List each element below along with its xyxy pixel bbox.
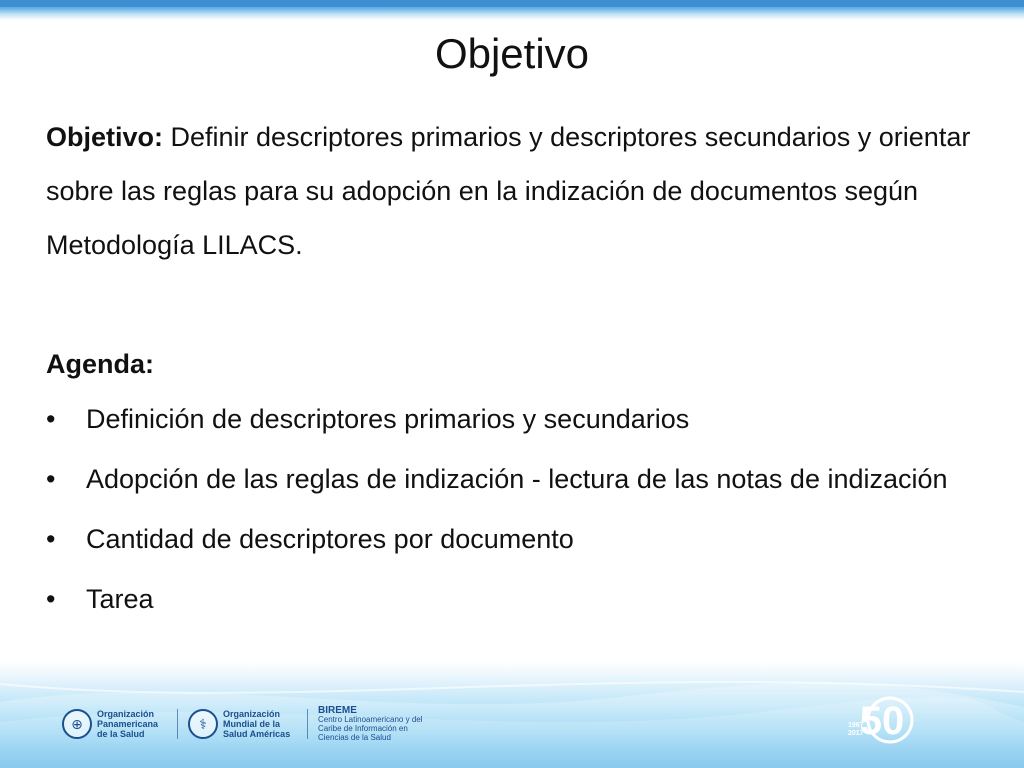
bireme-description: Centro Latinoamericano y del Caribe de Información en Ciencias de la Salud (318, 715, 423, 742)
slide-content (46, 110, 986, 632)
oms-logo-text: Organización Mundial de la Salud Américas (223, 709, 291, 739)
bullet-icon: • (46, 584, 56, 614)
anniversary-years: 1967 2017 (848, 722, 864, 737)
agenda-item (46, 572, 986, 626)
agenda-item-text: Definición de descriptores primarios y secundarios (86, 404, 690, 434)
logo-divider (307, 709, 308, 739)
agenda-item (46, 392, 986, 446)
bullet-icon: • (46, 464, 56, 494)
agenda-item-text: Tarea (86, 584, 154, 614)
agenda-item-text: Adopción de las reglas de indización - lectura de las notas de indización (86, 464, 948, 494)
logo-divider (177, 709, 178, 739)
anniversary-number: 50 (859, 699, 905, 743)
bullet-icon: • (46, 524, 56, 554)
agenda-item (46, 512, 986, 566)
who-emblem-icon: ⚕ (188, 709, 218, 739)
top-accent-bar (0, 0, 1024, 20)
objective-text: Definir descriptores primarios y descriptores secundarios y orientar sobre las reglas para su adopción en la indización de documentos según Metodología LILACS. (46, 122, 971, 260)
footer-logos (62, 704, 428, 744)
agenda-heading: Agenda: (46, 349, 154, 379)
agenda-list (46, 392, 986, 626)
objective-label: Objetivo: (46, 122, 164, 152)
bireme-name: BIREME (318, 705, 357, 716)
anniversary-50-logo (848, 684, 918, 754)
bullet-icon: • (46, 404, 56, 434)
ops-logo-text: Organización Panamericana de la Salud (97, 709, 159, 739)
objective-paragraph (46, 110, 986, 272)
slide-title: Objetivo (434, 30, 590, 77)
agenda-item (46, 452, 986, 506)
oms-logo (188, 709, 297, 739)
agenda-item-text: Cantidad de descriptores por documento (86, 524, 574, 554)
bireme-logo (318, 706, 428, 742)
globe-emblem-icon: ⊕ (62, 709, 92, 739)
ops-logo (62, 709, 167, 739)
